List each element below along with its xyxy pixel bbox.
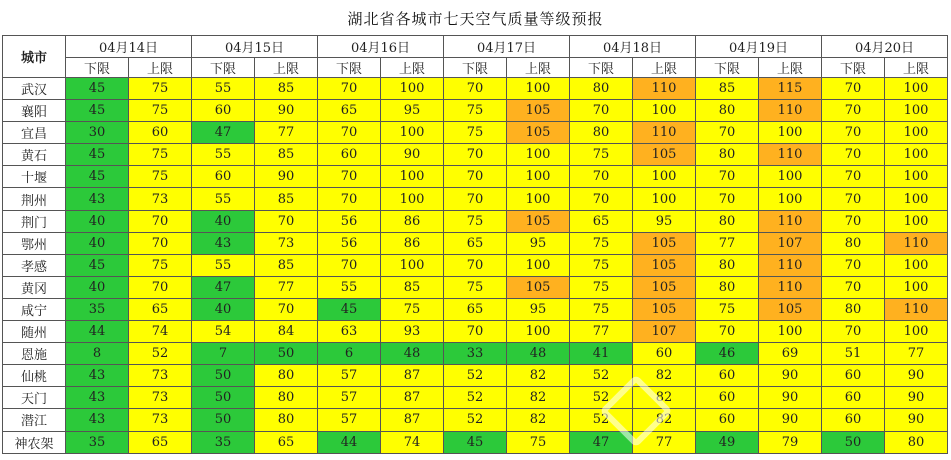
lower-bound-cell: 45: [66, 144, 129, 166]
upper-bound-cell: 60: [129, 122, 192, 144]
upper-bound-cell: 100: [885, 78, 948, 100]
lower-bound-cell: 80: [570, 122, 633, 144]
lower-bound-cell: 47: [192, 122, 255, 144]
upper-bound-cell: 75: [129, 78, 192, 100]
lower-bound-cell: 70: [822, 166, 885, 188]
upper-bound-cell: 110: [633, 122, 696, 144]
lower-bound-cell: 60: [822, 387, 885, 409]
table-row: [3, 122, 948, 144]
lower-bound-cell: 75: [444, 122, 507, 144]
lower-bound-cell: 44: [318, 431, 381, 453]
lower-bound-header: 下限: [444, 58, 507, 78]
upper-bound-cell: 75: [507, 431, 570, 453]
lower-bound-cell: 80: [696, 210, 759, 232]
lower-bound-cell: 60: [696, 387, 759, 409]
upper-bound-cell: 110: [633, 78, 696, 100]
upper-bound-cell: 84: [255, 321, 318, 343]
upper-bound-cell: 110: [885, 232, 948, 254]
lower-bound-cell: 40: [192, 210, 255, 232]
lower-bound-cell: 52: [444, 387, 507, 409]
upper-bound-cell: 100: [507, 144, 570, 166]
lower-bound-cell: 57: [318, 387, 381, 409]
lower-bound-cell: 46: [696, 343, 759, 365]
table-row: [3, 210, 948, 232]
lower-bound-cell: 70: [822, 188, 885, 210]
upper-bound-cell: 100: [381, 78, 444, 100]
upper-bound-cell: 100: [381, 122, 444, 144]
upper-bound-cell: 90: [759, 365, 822, 387]
upper-bound-cell: 105: [633, 276, 696, 298]
upper-bound-cell: 100: [759, 122, 822, 144]
lower-bound-cell: 43: [66, 387, 129, 409]
lower-bound-cell: 70: [822, 100, 885, 122]
lower-bound-cell: 7: [192, 343, 255, 365]
upper-bound-cell: 100: [507, 78, 570, 100]
city-cell: 十堰: [3, 166, 66, 188]
upper-bound-cell: 75: [381, 298, 444, 320]
city-cell: 武汉: [3, 78, 66, 100]
upper-bound-cell: 107: [633, 321, 696, 343]
lower-bound-cell: 75: [444, 276, 507, 298]
table-row: [3, 188, 948, 210]
upper-bound-header: 上限: [759, 58, 822, 78]
lower-bound-cell: 80: [696, 276, 759, 298]
lower-bound-cell: 70: [696, 188, 759, 210]
upper-bound-cell: 75: [129, 144, 192, 166]
lower-bound-cell: 65: [570, 210, 633, 232]
upper-bound-cell: 100: [759, 166, 822, 188]
date-header: 04月16日: [318, 36, 444, 58]
upper-bound-cell: 100: [381, 254, 444, 276]
upper-bound-header: 上限: [381, 58, 444, 78]
lower-bound-cell: 55: [192, 78, 255, 100]
lower-bound-cell: 57: [318, 409, 381, 431]
upper-bound-cell: 100: [633, 188, 696, 210]
upper-bound-cell: 100: [507, 254, 570, 276]
table-row: [3, 254, 948, 276]
upper-bound-cell: 90: [759, 387, 822, 409]
upper-bound-cell: 100: [885, 122, 948, 144]
lower-bound-cell: 43: [66, 409, 129, 431]
upper-bound-cell: 100: [885, 188, 948, 210]
lower-bound-cell: 49: [696, 431, 759, 453]
table-row: [3, 431, 948, 453]
upper-bound-cell: 90: [885, 409, 948, 431]
upper-bound-cell: 90: [885, 365, 948, 387]
upper-bound-cell: 77: [255, 122, 318, 144]
upper-bound-cell: 100: [885, 144, 948, 166]
lower-bound-cell: 52: [570, 409, 633, 431]
lower-bound-cell: 75: [570, 298, 633, 320]
lower-bound-cell: 45: [66, 100, 129, 122]
city-cell: 荆门: [3, 210, 66, 232]
lower-bound-cell: 41: [570, 343, 633, 365]
lower-bound-cell: 50: [822, 431, 885, 453]
lower-bound-cell: 43: [192, 232, 255, 254]
upper-bound-cell: 100: [507, 321, 570, 343]
upper-bound-cell: 73: [255, 232, 318, 254]
lower-bound-cell: 70: [822, 321, 885, 343]
lower-bound-cell: 60: [822, 365, 885, 387]
lower-bound-cell: 45: [444, 431, 507, 453]
lower-bound-cell: 75: [570, 144, 633, 166]
lower-bound-cell: 70: [444, 78, 507, 100]
upper-bound-cell: 70: [129, 276, 192, 298]
date-header: 04月14日: [66, 36, 192, 58]
city-cell: 荆州: [3, 188, 66, 210]
upper-bound-cell: 75: [129, 254, 192, 276]
table-row: [3, 343, 948, 365]
lower-bound-cell: 40: [66, 232, 129, 254]
upper-bound-cell: 100: [885, 100, 948, 122]
lower-bound-cell: 70: [318, 188, 381, 210]
table-row: [3, 100, 948, 122]
upper-bound-header: 上限: [255, 58, 318, 78]
lower-bound-cell: 70: [696, 122, 759, 144]
upper-bound-cell: 82: [633, 365, 696, 387]
lower-bound-cell: 43: [66, 188, 129, 210]
lower-bound-header: 下限: [66, 58, 129, 78]
lower-bound-cell: 60: [318, 144, 381, 166]
upper-bound-header: 上限: [129, 58, 192, 78]
lower-bound-cell: 52: [570, 387, 633, 409]
lower-bound-cell: 60: [696, 409, 759, 431]
upper-bound-cell: 80: [885, 431, 948, 453]
lower-bound-cell: 80: [696, 100, 759, 122]
upper-bound-cell: 105: [633, 298, 696, 320]
upper-bound-cell: 82: [507, 365, 570, 387]
lower-bound-cell: 65: [444, 232, 507, 254]
upper-bound-cell: 48: [381, 343, 444, 365]
lower-bound-cell: 80: [822, 232, 885, 254]
lower-bound-cell: 70: [822, 144, 885, 166]
air-quality-table: [2, 35, 948, 454]
upper-bound-cell: 90: [255, 166, 318, 188]
lower-bound-cell: 70: [570, 166, 633, 188]
lower-bound-cell: 60: [696, 365, 759, 387]
lower-bound-cell: 70: [444, 321, 507, 343]
upper-bound-cell: 52: [129, 343, 192, 365]
city-cell: 神农架: [3, 431, 66, 453]
upper-bound-cell: 100: [381, 166, 444, 188]
lower-bound-cell: 60: [192, 166, 255, 188]
upper-bound-cell: 87: [381, 409, 444, 431]
lower-bound-cell: 55: [192, 188, 255, 210]
lower-bound-cell: 70: [444, 254, 507, 276]
lower-bound-cell: 55: [192, 144, 255, 166]
upper-bound-cell: 90: [255, 100, 318, 122]
table-row: [3, 387, 948, 409]
upper-bound-cell: 90: [759, 409, 822, 431]
date-header: 04月17日: [444, 36, 570, 58]
lower-bound-cell: 70: [570, 100, 633, 122]
lower-bound-header: 下限: [822, 58, 885, 78]
city-cell: 恩施: [3, 343, 66, 365]
lower-bound-cell: 70: [318, 78, 381, 100]
lower-bound-cell: 70: [822, 210, 885, 232]
upper-bound-cell: 65: [129, 431, 192, 453]
table-row: [3, 78, 948, 100]
table-body: [3, 78, 948, 454]
upper-bound-cell: 100: [507, 166, 570, 188]
lower-bound-cell: 60: [192, 100, 255, 122]
upper-bound-cell: 100: [507, 188, 570, 210]
lower-bound-cell: 47: [192, 276, 255, 298]
lower-bound-cell: 70: [444, 166, 507, 188]
lower-bound-cell: 52: [570, 365, 633, 387]
table-title: 湖北省各城市七天空气质量等级预报: [347, 10, 604, 28]
lower-bound-cell: 40: [66, 210, 129, 232]
table-row: [3, 298, 948, 320]
lower-bound-cell: 45: [66, 166, 129, 188]
lower-bound-cell: 45: [318, 298, 381, 320]
upper-bound-cell: 75: [129, 166, 192, 188]
lower-bound-cell: 50: [192, 409, 255, 431]
lower-bound-cell: 75: [570, 254, 633, 276]
upper-bound-cell: 93: [381, 321, 444, 343]
city-cell: 孝感: [3, 254, 66, 276]
upper-bound-cell: 82: [507, 409, 570, 431]
upper-bound-cell: 110: [885, 298, 948, 320]
bound-header-row: [3, 58, 948, 78]
lower-bound-cell: 30: [66, 122, 129, 144]
city-cell: 随州: [3, 321, 66, 343]
date-header-row: [3, 36, 948, 58]
upper-bound-cell: 77: [633, 431, 696, 453]
upper-bound-cell: 65: [129, 298, 192, 320]
city-cell: 天门: [3, 387, 66, 409]
upper-bound-cell: 48: [507, 343, 570, 365]
lower-bound-cell: 70: [318, 166, 381, 188]
upper-bound-cell: 80: [255, 365, 318, 387]
upper-bound-cell: 95: [507, 298, 570, 320]
lower-bound-cell: 50: [192, 387, 255, 409]
lower-bound-cell: 40: [66, 276, 129, 298]
table-row: [3, 144, 948, 166]
upper-bound-cell: 90: [381, 144, 444, 166]
upper-bound-cell: 69: [759, 343, 822, 365]
upper-bound-cell: 74: [381, 431, 444, 453]
lower-bound-cell: 75: [570, 232, 633, 254]
upper-bound-cell: 75: [129, 100, 192, 122]
lower-bound-cell: 70: [822, 276, 885, 298]
upper-bound-cell: 73: [129, 365, 192, 387]
lower-bound-cell: 70: [822, 78, 885, 100]
lower-bound-cell: 80: [696, 144, 759, 166]
upper-bound-cell: 85: [255, 188, 318, 210]
lower-bound-cell: 75: [444, 210, 507, 232]
lower-bound-cell: 47: [570, 431, 633, 453]
upper-bound-cell: 85: [255, 254, 318, 276]
lower-bound-cell: 70: [570, 188, 633, 210]
upper-bound-cell: 100: [885, 321, 948, 343]
lower-bound-cell: 45: [66, 78, 129, 100]
upper-bound-cell: 95: [633, 210, 696, 232]
upper-bound-cell: 70: [255, 210, 318, 232]
lower-bound-cell: 80: [570, 78, 633, 100]
upper-bound-cell: 105: [507, 276, 570, 298]
upper-bound-cell: 100: [633, 166, 696, 188]
upper-bound-cell: 82: [633, 409, 696, 431]
table-row: [3, 166, 948, 188]
date-header: 04月18日: [570, 36, 696, 58]
upper-bound-cell: 105: [507, 122, 570, 144]
city-cell: 黄冈: [3, 276, 66, 298]
city-cell: 黄石: [3, 144, 66, 166]
upper-bound-cell: 87: [381, 387, 444, 409]
upper-bound-cell: 100: [759, 188, 822, 210]
lower-bound-cell: 55: [318, 276, 381, 298]
date-header: 04月19日: [696, 36, 822, 58]
lower-bound-cell: 63: [318, 321, 381, 343]
upper-bound-cell: 87: [381, 365, 444, 387]
upper-bound-cell: 110: [759, 254, 822, 276]
lower-bound-cell: 35: [192, 431, 255, 453]
upper-bound-cell: 70: [255, 298, 318, 320]
lower-bound-cell: 77: [696, 232, 759, 254]
lower-bound-cell: 75: [444, 100, 507, 122]
upper-bound-cell: 105: [759, 298, 822, 320]
lower-bound-header: 下限: [192, 58, 255, 78]
lower-bound-cell: 43: [66, 365, 129, 387]
upper-bound-cell: 73: [129, 409, 192, 431]
lower-bound-cell: 56: [318, 232, 381, 254]
upper-bound-cell: 82: [633, 387, 696, 409]
lower-bound-cell: 55: [192, 254, 255, 276]
lower-bound-cell: 8: [66, 343, 129, 365]
upper-bound-cell: 65: [255, 431, 318, 453]
lower-bound-cell: 85: [696, 78, 759, 100]
lower-bound-cell: 44: [66, 321, 129, 343]
city-cell: 咸宁: [3, 298, 66, 320]
upper-bound-cell: 60: [633, 343, 696, 365]
lower-bound-header: 下限: [570, 58, 633, 78]
lower-bound-header: 下限: [696, 58, 759, 78]
upper-bound-cell: 80: [255, 387, 318, 409]
upper-bound-cell: 110: [759, 100, 822, 122]
lower-bound-cell: 80: [696, 254, 759, 276]
upper-bound-cell: 100: [885, 276, 948, 298]
lower-bound-cell: 70: [444, 144, 507, 166]
lower-bound-cell: 75: [696, 298, 759, 320]
upper-bound-cell: 50: [255, 343, 318, 365]
lower-bound-cell: 70: [318, 254, 381, 276]
upper-bound-cell: 85: [255, 144, 318, 166]
upper-bound-cell: 90: [885, 387, 948, 409]
lower-bound-cell: 70: [318, 122, 381, 144]
table-row: [3, 365, 948, 387]
upper-bound-cell: 105: [507, 100, 570, 122]
city-cell: 宜昌: [3, 122, 66, 144]
upper-bound-cell: 73: [129, 387, 192, 409]
lower-bound-cell: 45: [66, 254, 129, 276]
lower-bound-cell: 35: [66, 431, 129, 453]
lower-bound-cell: 80: [822, 298, 885, 320]
date-header: 04月15日: [192, 36, 318, 58]
upper-bound-cell: 100: [381, 188, 444, 210]
lower-bound-cell: 70: [696, 321, 759, 343]
lower-bound-cell: 33: [444, 343, 507, 365]
lower-bound-cell: 50: [192, 365, 255, 387]
upper-bound-cell: 115: [759, 78, 822, 100]
upper-bound-cell: 77: [255, 276, 318, 298]
lower-bound-cell: 6: [318, 343, 381, 365]
upper-bound-cell: 80: [255, 409, 318, 431]
table-row: [3, 321, 948, 343]
lower-bound-cell: 52: [444, 365, 507, 387]
lower-bound-cell: 70: [696, 166, 759, 188]
lower-bound-cell: 57: [318, 365, 381, 387]
lower-bound-cell: 65: [318, 100, 381, 122]
table-row: [3, 409, 948, 431]
lower-bound-cell: 51: [822, 343, 885, 365]
upper-bound-cell: 85: [255, 78, 318, 100]
city-column-header: 城市: [3, 36, 66, 78]
lower-bound-cell: 54: [192, 321, 255, 343]
city-cell: 潜江: [3, 409, 66, 431]
upper-bound-cell: 100: [759, 321, 822, 343]
upper-bound-cell: 82: [507, 387, 570, 409]
upper-bound-cell: 100: [885, 210, 948, 232]
lower-bound-cell: 60: [822, 409, 885, 431]
lower-bound-cell: 52: [444, 409, 507, 431]
lower-bound-cell: 75: [570, 276, 633, 298]
lower-bound-cell: 40: [192, 298, 255, 320]
upper-bound-cell: 105: [507, 210, 570, 232]
upper-bound-header: 上限: [633, 58, 696, 78]
upper-bound-cell: 95: [381, 100, 444, 122]
city-cell: 襄阳: [3, 100, 66, 122]
upper-bound-cell: 110: [759, 210, 822, 232]
upper-bound-cell: 110: [759, 276, 822, 298]
table-row: [3, 276, 948, 298]
upper-bound-cell: 85: [381, 276, 444, 298]
upper-bound-cell: 105: [633, 232, 696, 254]
upper-bound-cell: 70: [129, 210, 192, 232]
city-cell: 仙桃: [3, 365, 66, 387]
upper-bound-cell: 86: [381, 210, 444, 232]
lower-bound-cell: 35: [66, 298, 129, 320]
upper-bound-cell: 74: [129, 321, 192, 343]
upper-bound-cell: 105: [633, 254, 696, 276]
lower-bound-header: 下限: [318, 58, 381, 78]
upper-bound-cell: 100: [633, 100, 696, 122]
upper-bound-cell: 105: [633, 144, 696, 166]
city-cell: 鄂州: [3, 232, 66, 254]
lower-bound-cell: 70: [822, 254, 885, 276]
upper-bound-cell: 107: [759, 232, 822, 254]
upper-bound-cell: 110: [759, 144, 822, 166]
upper-bound-cell: 100: [885, 166, 948, 188]
upper-bound-cell: 79: [759, 431, 822, 453]
table-row: [3, 232, 948, 254]
upper-bound-cell: 70: [129, 232, 192, 254]
upper-bound-cell: 86: [381, 232, 444, 254]
lower-bound-cell: 70: [444, 188, 507, 210]
upper-bound-header: 上限: [507, 58, 570, 78]
upper-bound-cell: 95: [507, 232, 570, 254]
lower-bound-cell: 56: [318, 210, 381, 232]
upper-bound-header: 上限: [885, 58, 948, 78]
upper-bound-cell: 100: [885, 254, 948, 276]
upper-bound-cell: 77: [885, 343, 948, 365]
upper-bound-cell: 73: [129, 188, 192, 210]
lower-bound-cell: 77: [570, 321, 633, 343]
lower-bound-cell: 70: [822, 122, 885, 144]
date-header: 04月20日: [822, 36, 948, 58]
lower-bound-cell: 65: [444, 298, 507, 320]
